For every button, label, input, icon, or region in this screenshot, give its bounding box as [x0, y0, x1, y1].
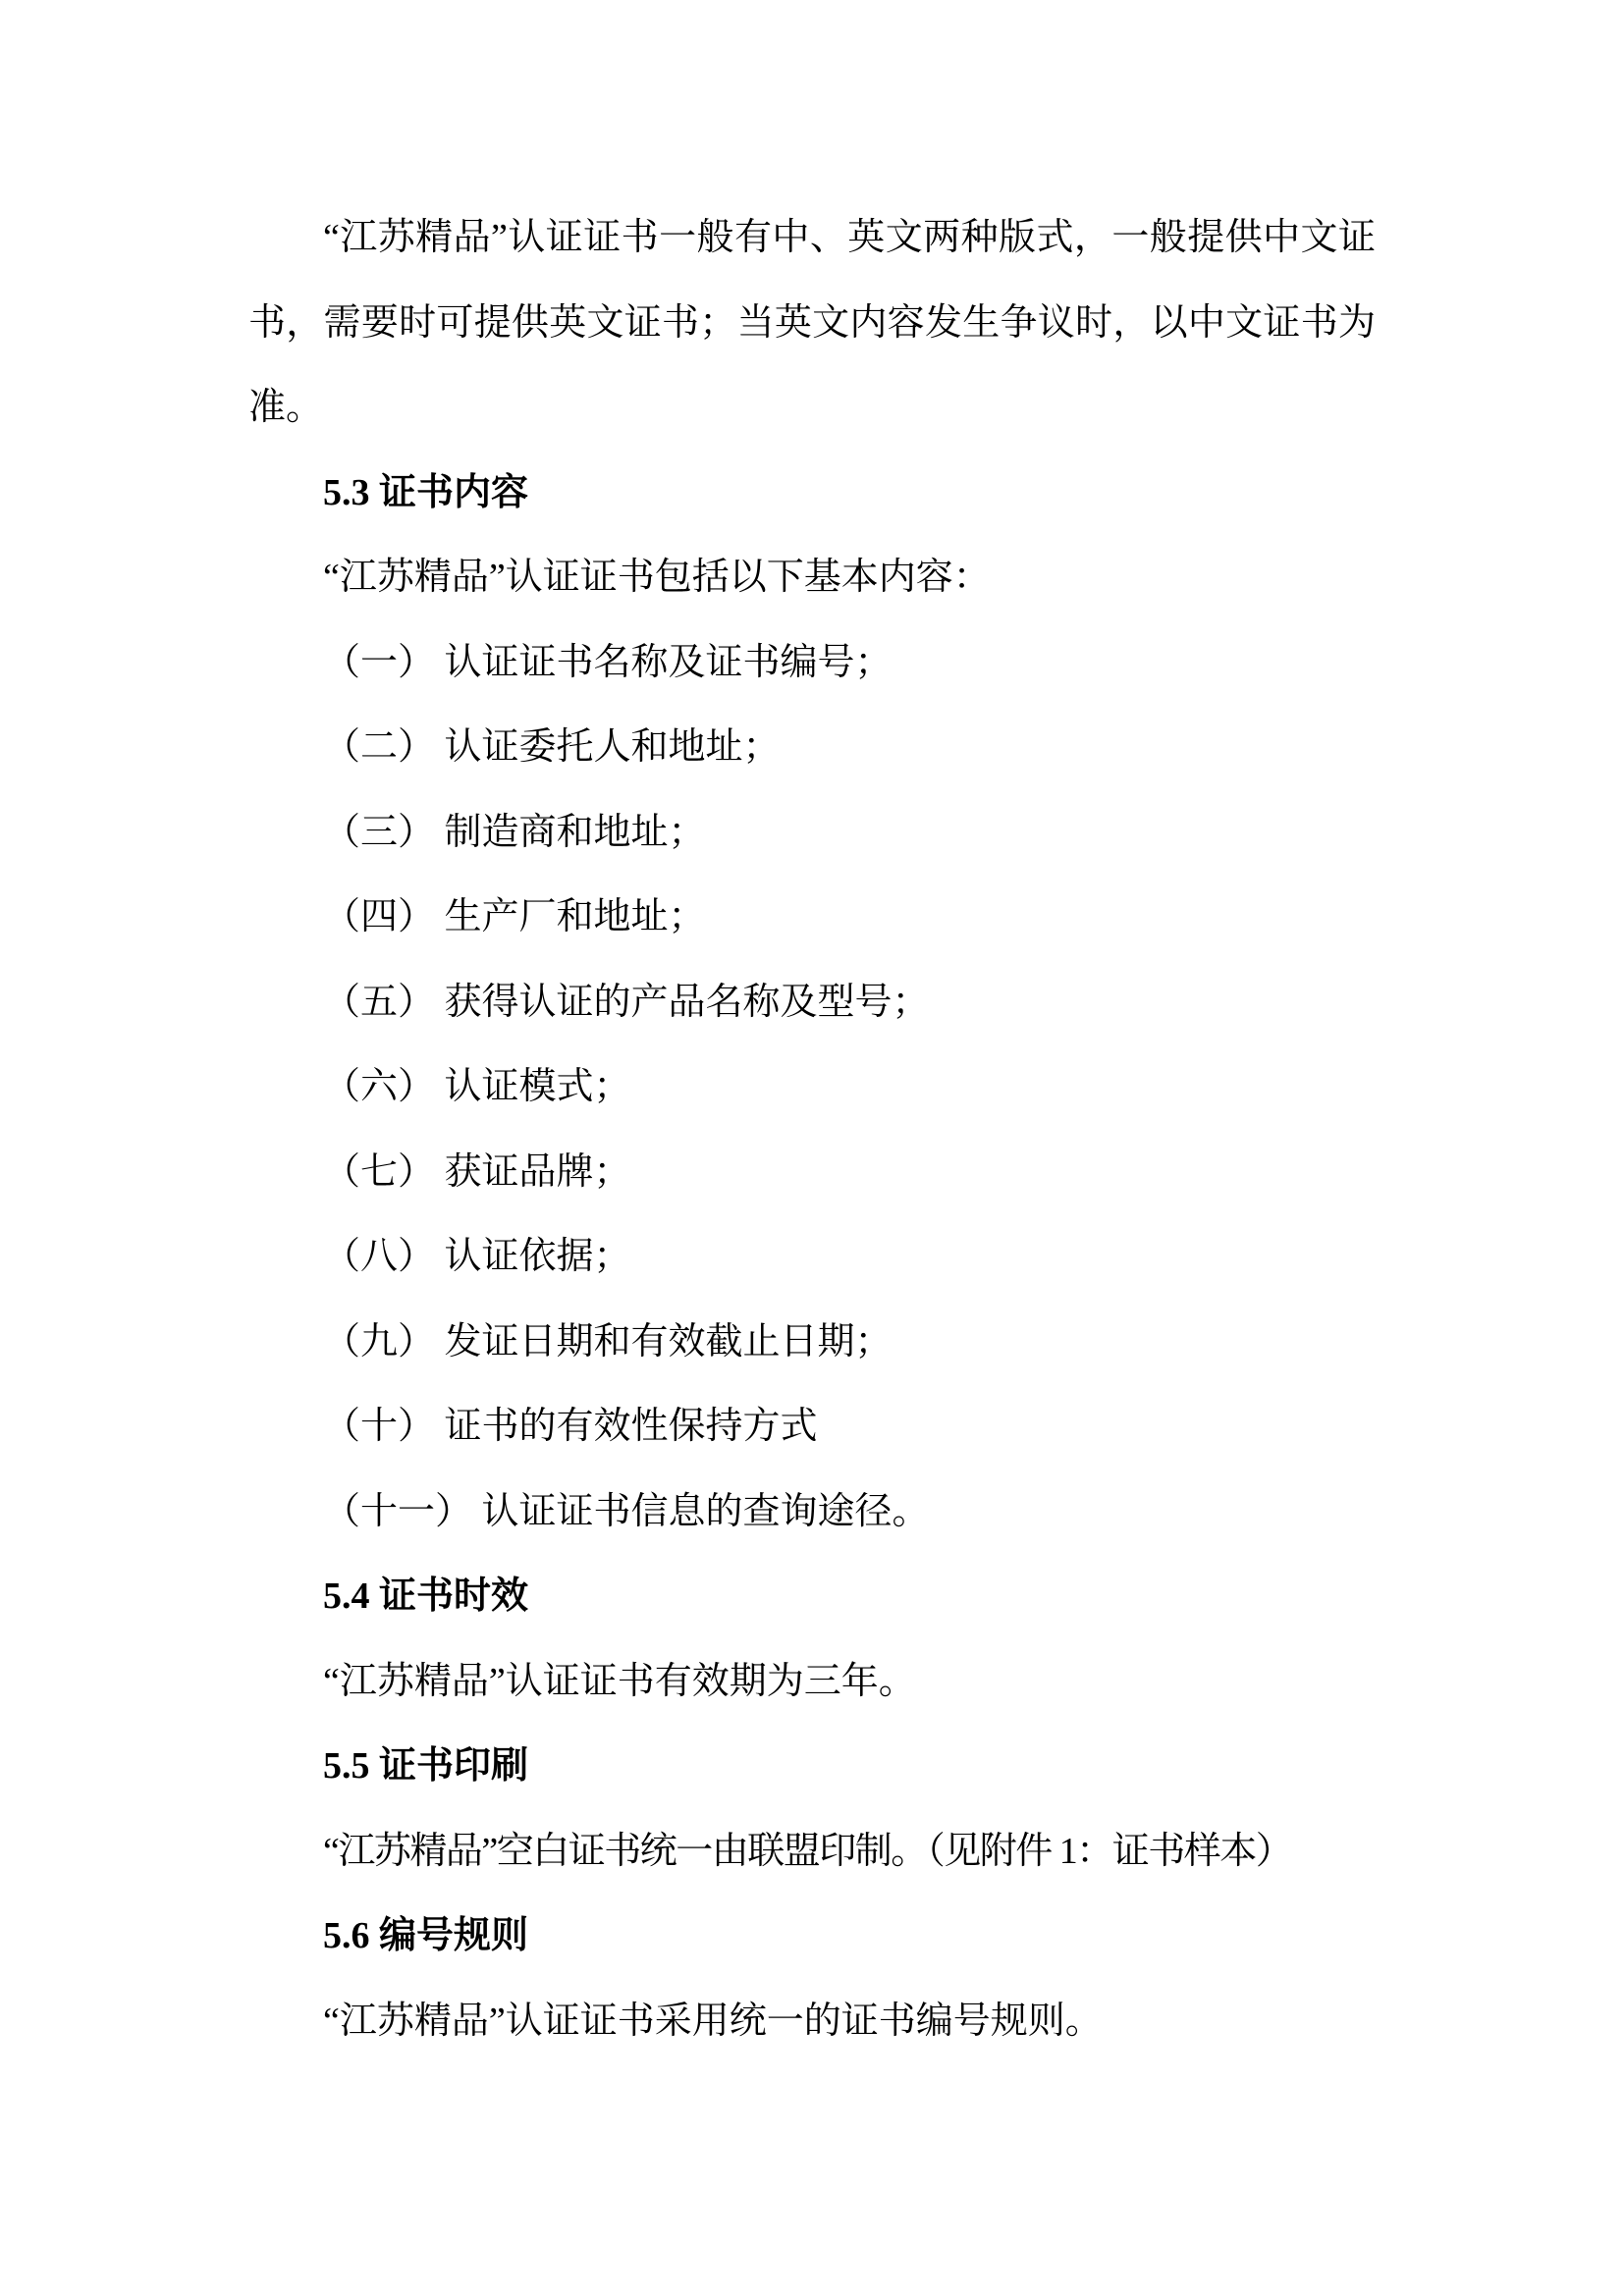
list-item: （八） 认证依据； — [323, 1236, 631, 1277]
list-item: （六） 认证模式； — [323, 1066, 631, 1107]
body-paragraph: “江苏精品”认证证书采用统一的证书编号规则。 — [323, 2000, 1103, 2042]
list-item: （一） 认证证书名称及证书编号； — [323, 641, 893, 683]
section-heading: 5.3 证书内容 — [323, 471, 529, 513]
body-paragraph: “江苏精品”认证证书有效期为三年。 — [323, 1660, 916, 1702]
list-item: （四） 生产厂和地址； — [323, 896, 706, 937]
body-paragraph: “江苏精品”认证证书一般有中、英文两种版式，一般提供中文证书，需要时可提供英文证书；当英文内容发生争议时，以中文证书为准。 — [248, 217, 1376, 428]
section-heading: 5.5 证书印刷 — [323, 1745, 529, 1787]
body-paragraph: “江苏精品”认证证书包括以下基本内容： — [323, 557, 991, 598]
list-item: （二） 认证委托人和地址； — [323, 726, 781, 768]
list-item: （十） 证书的有效性保持方式 — [323, 1406, 818, 1447]
list-item: （三） 制造商和地址； — [323, 811, 706, 853]
list-item: （五） 获得认证的产品名称及型号； — [323, 981, 930, 1023]
section-heading: 5.6 编号规则 — [323, 1915, 529, 1956]
document-content — [248, 195, 1376, 2063]
list-item: （九） 发证日期和有效截止日期； — [323, 1320, 893, 1362]
list-item: （七） 获证品牌； — [323, 1150, 631, 1193]
list-item: （十一） 认证证书信息的查询途径。 — [323, 1490, 930, 1532]
section-heading: 5.4 证书时效 — [323, 1575, 529, 1617]
body-paragraph: “江苏精品”空白证书统一由联盟印制。（见附件 1：证书样本） — [323, 1830, 1292, 1872]
